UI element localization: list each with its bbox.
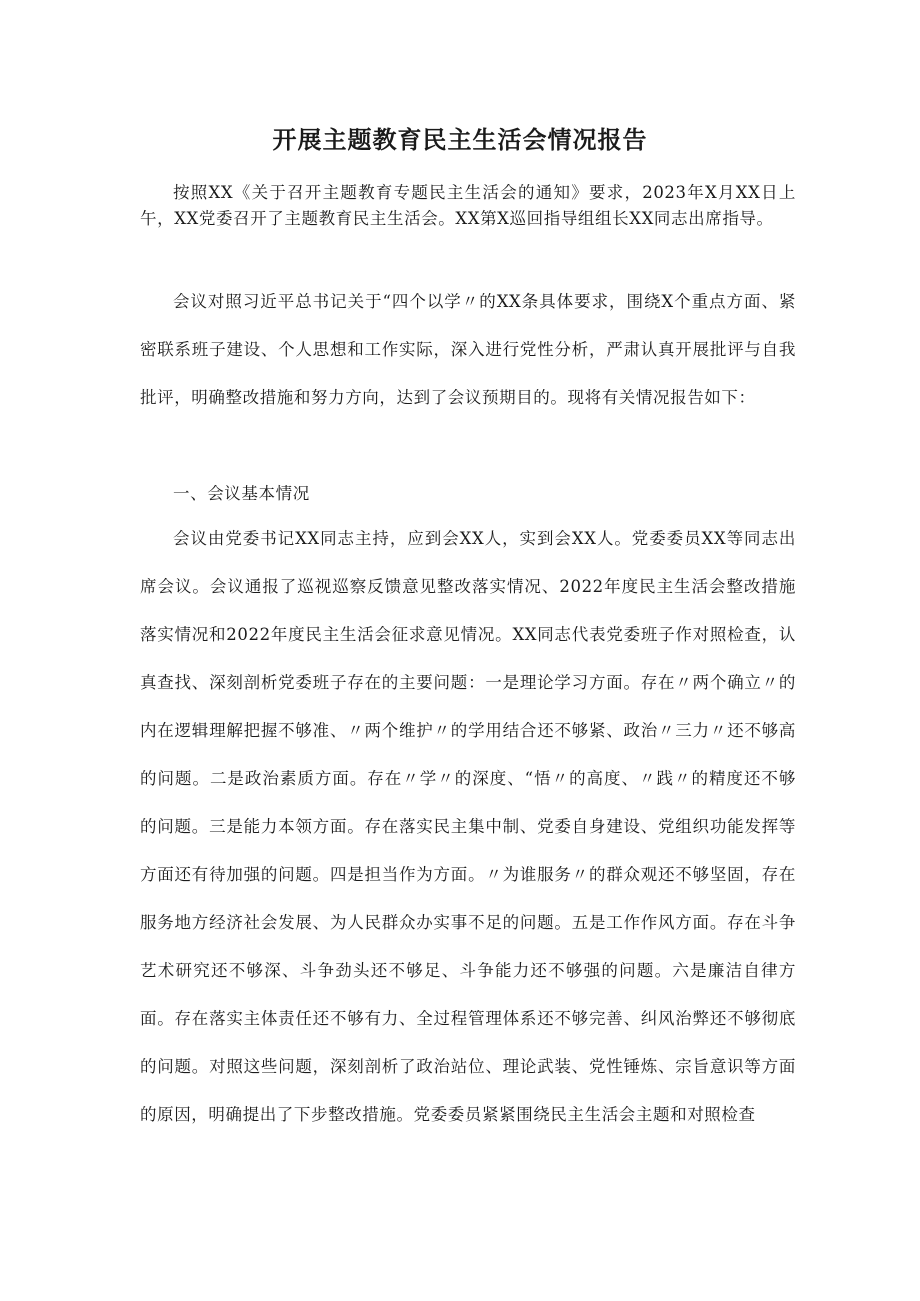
section-heading: 一、会议基本情况 — [173, 484, 310, 503]
document-title: 开展主题教育民主生活会情况报告 — [272, 126, 648, 154]
overview-paragraph: 会议对照习近平总书记关于“四个以学〃的XX条具体要求，围绕X个重点方面、紧密联系班子建设、个人思想和工作实际，深入进行党性分析，严肃认真开展批评与自我批评，明确整改措施和努力方向，达到了会议预期目的。现将有关情况报告如下： — [140, 292, 796, 407]
intro-paragraph: 按照XX《关于召开主题教育专题民主生活会的通知》要求，2023年X月XX日上午，XX党委召开了主题教育民主生活会。XX第X巡回指导组组长XX同志出席指导。 — [140, 183, 796, 228]
section-body-paragraph: 会议由党委书记XX同志主持，应到会XX人，实到会XX人。党委委员XX等同志出席会议。会议通报了巡视巡察反馈意见整改落实情况、2022年度民主生活会整改措施落实情况和2022年度民主生活会征求意见情况。XX同志代表党委班子作对照检查，认真查找、深刻剖析党委班子存在的主要问题：一是理论学习方面。存在〃两个确立〃的内在逻辑理解把握不够准、〃两个维护〃的学用结合还不够紧、政治〃三力〃还不够高的问题。二是政治素质方面。存在〃学〃的深度、“悟〃的高度、〃践〃的精度还不够的问题。三是能力本领方面。存在落实民主集中制、党委自身建设、党组织功能发挥等方面还有待加强的问题。四是担当作为方面。〃为谁服务〃的群众观还不够坚固，存在服务地方经济社会发展、为人民群众办实事不足的问题。五是工作作风方面。存在斗争艺术研究还不够深、斗争劲头还不够足、斗争能力还不够强的问题。六是廉洁自律方面。存在落实主体责任还不够有力、全过程管理体系还不够完善、纠风治弊还不够彻底的问题。对照这些问题，深刻剖析了政治站位、理论武装、党性锤炼、宗旨意识等方面的原因，明确提出了下步整改措施。党委委员紧紧围绕民主生活会主题和对照检查 — [140, 529, 796, 1124]
